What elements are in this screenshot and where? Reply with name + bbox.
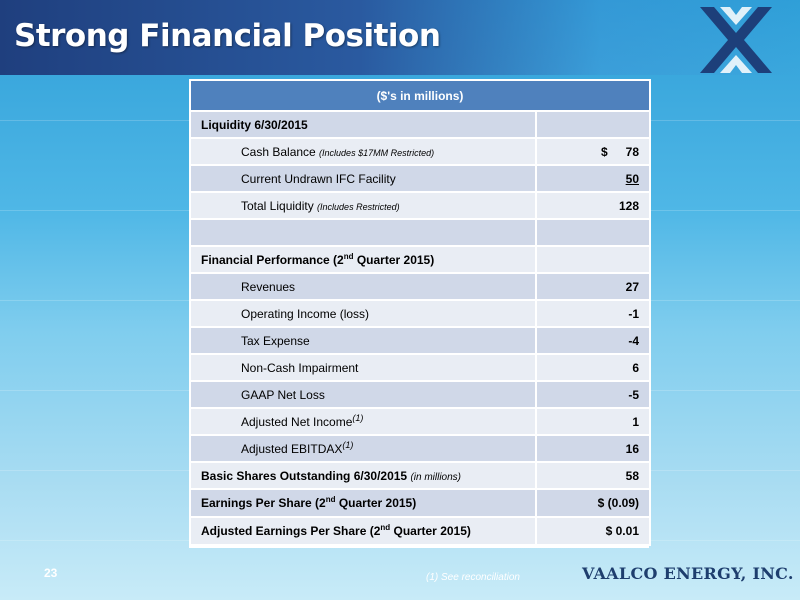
shares-outstanding-label: Basic Shares Outstanding 6/30/2015 (in millions)	[190, 462, 536, 489]
table-row	[190, 111, 650, 138]
gaap-net-loss-label: GAAP Net Loss	[190, 381, 536, 408]
table-row	[190, 246, 650, 273]
undrawn-facility-label: Current Undrawn IFC Facility	[190, 165, 536, 192]
eps-value: $ (0.09)	[536, 489, 650, 517]
title-bar	[0, 0, 800, 75]
total-liquidity-value: 128	[536, 192, 650, 219]
table-header: ($'s in millions)	[190, 80, 650, 111]
impairment-value: 6	[536, 354, 650, 381]
table-row	[190, 381, 650, 408]
slide-title: Strong Financial Position	[14, 18, 441, 54]
revenues-label: Revenues	[190, 273, 536, 300]
liquidity-heading: Liquidity 6/30/2015	[190, 111, 536, 138]
table-header-row	[190, 80, 650, 111]
footnote: (1) See reconciliation	[426, 572, 520, 583]
table-row	[190, 462, 650, 489]
performance-heading: Financial Performance (2nd Quarter 2015)	[190, 246, 536, 273]
adjusted-net-income-value: 1	[536, 408, 650, 435]
page-number: 23	[44, 566, 58, 580]
table-row	[190, 138, 650, 165]
table-row	[190, 489, 650, 517]
brand-name: VAALCO ENERGY, INC.	[582, 564, 794, 583]
financial-table	[189, 79, 649, 548]
total-liquidity-label: Total Liquidity (Includes Restricted)	[190, 192, 536, 219]
undrawn-facility-value: 50	[536, 165, 650, 192]
table-row	[190, 408, 650, 435]
adjusted-eps-label: Adjusted Earnings Per Share (2nd Quarter 2015)	[190, 517, 536, 545]
table-row-spacer	[190, 219, 650, 246]
operating-income-label: Operating Income (loss)	[190, 300, 536, 327]
eps-label: Earnings Per Share (2nd Quarter 2015)	[190, 489, 536, 517]
tax-expense-label: Tax Expense	[190, 327, 536, 354]
cash-balance-label: Cash Balance (Includes $17MM Restricted)	[190, 138, 536, 165]
table-row	[190, 517, 650, 545]
table-row	[190, 165, 650, 192]
revenues-value: 27	[536, 273, 650, 300]
adjusted-ebitdax-label: Adjusted EBITDAX$^{(1)}$	[190, 435, 536, 462]
table-row	[190, 192, 650, 219]
table-row	[190, 300, 650, 327]
impairment-label: Non-Cash Impairment	[190, 354, 536, 381]
company-logo-icon	[700, 7, 772, 73]
shares-outstanding-value: 58	[536, 462, 650, 489]
operating-income-value: -1	[536, 300, 650, 327]
table-row	[190, 435, 650, 462]
adjusted-ebitdax-value: 16	[536, 435, 650, 462]
tax-expense-value: -4	[536, 327, 650, 354]
table-row	[190, 273, 650, 300]
adjusted-eps-value: $ 0.01	[536, 517, 650, 545]
table-row	[190, 354, 650, 381]
gaap-net-loss-value: -5	[536, 381, 650, 408]
cash-balance-value: $ 78	[536, 138, 650, 165]
adjusted-net-income-label: Adjusted Net Income$^{(1)}$	[190, 408, 536, 435]
table-row	[190, 327, 650, 354]
